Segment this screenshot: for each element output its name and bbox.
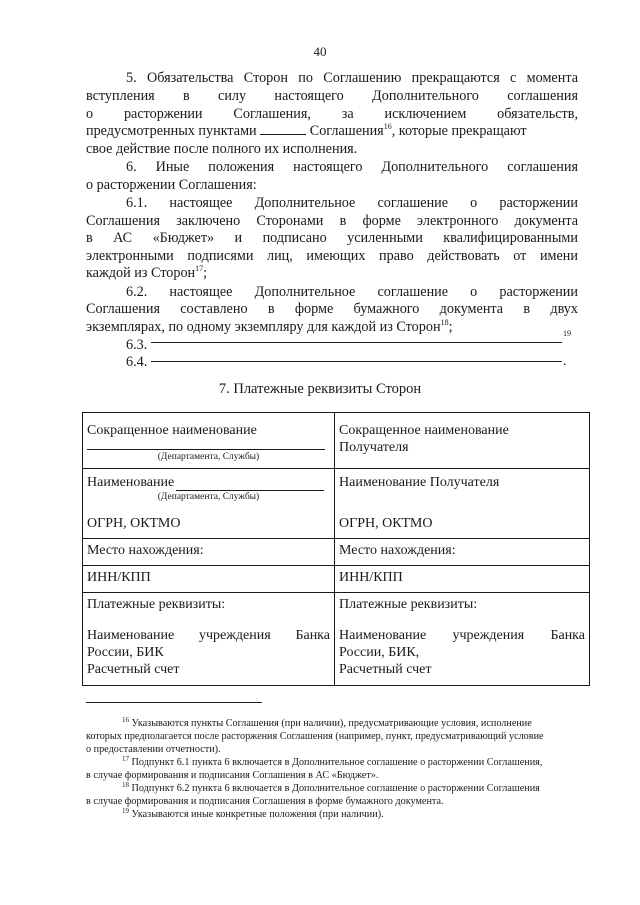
ogrn-right: ОГРН, ОКТМО (339, 516, 433, 531)
footnote-ref-16: 16 (383, 122, 392, 131)
section7-title: 7. Платежные реквизиты Сторон (218, 381, 422, 397)
fn19-num: 19 (122, 807, 129, 815)
payment-label-right: Платежные реквизиты: (339, 597, 478, 612)
cell-inn-right: ИНН/КПП (335, 566, 590, 593)
name-underline (176, 478, 324, 491)
para5-line3: о расторжении Соглашения, за исключением обязательств, (86, 106, 578, 122)
footnote-ref-19: 19 (563, 329, 571, 338)
table-row (83, 566, 590, 593)
recipient-short-name-l2: Получателя (339, 440, 409, 455)
cell-name-left (83, 469, 335, 539)
account-left: Расчетный счет (87, 662, 180, 677)
para6-line2: о расторжении Соглашения: (86, 177, 257, 193)
payment-label-left: Платежные реквизиты: (87, 597, 226, 612)
para61-line2: Соглашения заключено Сторонами в форме электронного документа (86, 213, 578, 229)
points-blank (260, 134, 306, 135)
payment-details-table (82, 412, 590, 686)
para5-line4-a: предусмотренных пунктами (86, 123, 257, 139)
fn16-num: 16 (122, 716, 129, 724)
para5-line2: вступления в силу настоящего Дополнительного соглашения (86, 88, 578, 104)
short-name-label: Сокращенное наименование (87, 423, 257, 438)
footnote-16-l3: о предоставлении отчетности). (86, 744, 221, 755)
para61-line5-text: каждой из Сторон (86, 265, 196, 281)
para5-line4-b: Соглашения (309, 123, 384, 139)
para61-line5 (86, 265, 578, 282)
table-row (83, 413, 590, 469)
footnote-18-l2: в случае формирования и подписания Соглашения в форме бумажного документа. (86, 796, 444, 807)
cell-payment-left (83, 593, 335, 686)
item64-label: 6.4. (126, 354, 148, 370)
para61-line1: 6.1. настоящее Дополнительное соглашение о расторжении (126, 195, 578, 211)
footnote-17-l2: в случае формирования и подписания Соглашения в АС «Бюджет». (86, 770, 379, 781)
cell-location-right: Место нахождения: (335, 539, 590, 566)
para61-line3: в АС «Бюджет» и подписано усиленными квалифицированными (86, 230, 578, 246)
item63-label: 6.3. (126, 337, 148, 353)
fn16-text: Указываются пункты Соглашения (при наличии), предусматривающие условия, исполнение (131, 718, 532, 729)
item64-end: . (563, 354, 567, 369)
fn18-num: 18 (122, 781, 129, 789)
para5-line1: 5. Обязательства Сторон по Соглашению прекращаются с момента (126, 70, 578, 86)
short-name-underline (87, 449, 325, 450)
cell-inn-left: ИНН/КПП (83, 566, 335, 593)
para5-line4-c: , которые прекращают (391, 123, 527, 139)
cell-payment-right (335, 593, 590, 686)
para62-line2: Соглашения составлено в форме бумажного документа в двух (86, 301, 578, 317)
footnote-19-l1 (86, 809, 578, 821)
name-row (87, 474, 330, 491)
cell-location-left: Место нахождения: (83, 539, 335, 566)
recipient-name: Наименование Получателя (339, 475, 500, 490)
para5-line4 (86, 123, 578, 140)
bank-right-l2: России, БИК, (339, 645, 420, 660)
fn17-text: Подпункт 6.1 пункта 6 включается в Дополнительное соглашение о расторжении Соглашения, (131, 757, 543, 768)
para61-line5-end: ; (203, 265, 208, 281)
table-row (83, 593, 590, 686)
cell-short-name-right (335, 413, 590, 469)
para62-line3-text: экземплярах, по одному экземпляру для каждой из Сторон (86, 319, 441, 335)
para6-line1: 6. Иные положения настоящего Дополнительного соглашения (126, 159, 578, 175)
bank-right-l1: Наименование учреждения Банка (339, 628, 585, 643)
footnote-ref-18: 18 (440, 318, 449, 327)
table-row (83, 469, 590, 539)
ogrn-left: ОГРН, ОКТМО (87, 516, 181, 531)
para62-line3-end: ; (448, 319, 453, 335)
table-row (83, 539, 590, 566)
bank-left-l2: России, БИК (87, 645, 164, 660)
para62-line1: 6.2. настоящее Дополнительное соглашение о расторжении (126, 284, 578, 300)
para61-line4: электронными подписями лиц, имеющих право действовать от имени (86, 248, 578, 264)
recipient-short-name-l1: Сокращенное наименование (339, 423, 509, 438)
item63-blank-line (151, 342, 562, 343)
short-name-sub: (Департамента, Службы) (157, 452, 260, 462)
footnote-separator (86, 702, 262, 703)
bank-left-l1: Наименование учреждения Банка (87, 628, 330, 643)
fn19-text: Указываются иные конкретные положения (при наличии). (131, 809, 384, 820)
footnote-18-l1 (86, 783, 578, 795)
account-right: Расчетный счет (339, 662, 432, 677)
footnote-16-l2: которых предполагается после расторжения Соглашения (например, пункт, предусматривающий условие (86, 731, 544, 742)
footnote-17-l1 (86, 757, 578, 769)
footnote-ref-17: 17 (195, 264, 204, 273)
cell-short-name-left (83, 413, 335, 469)
item64-blank-line (151, 361, 562, 362)
para5-line5: свое действие после полного их исполнения. (86, 141, 358, 157)
name-label: Наименование (87, 475, 175, 490)
name-sub: (Департамента, Службы) (157, 492, 260, 502)
footnote-16-l1 (86, 718, 578, 730)
fn18-text: Подпункт 6.2 пункта 6 включается в Дополнительное соглашение о расторжении Соглашения (131, 783, 540, 794)
page-number: 40 (313, 44, 327, 59)
cell-name-right (335, 469, 590, 539)
para62-line3 (86, 319, 578, 336)
fn17-num: 17 (122, 755, 129, 763)
